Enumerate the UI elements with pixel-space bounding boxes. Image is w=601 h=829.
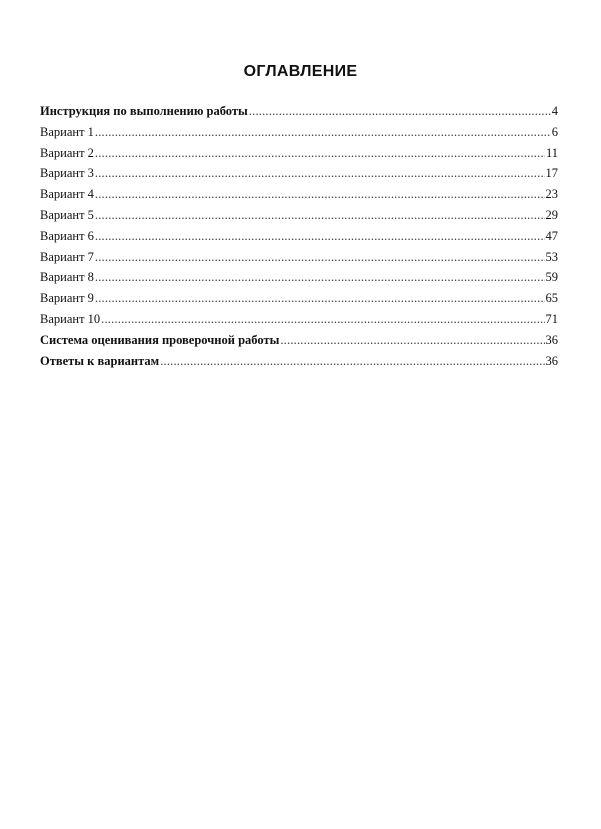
toc-entry-page: 59 [545, 270, 558, 285]
toc-entry-label: Вариант 4 [40, 187, 94, 202]
toc-entry-label: Вариант 5 [40, 207, 94, 222]
toc-entry-label: Инструкция по выполнению работы [40, 104, 248, 118]
dot-leader [95, 250, 545, 265]
toc-entry-page: 36 [545, 353, 558, 368]
toc-entry-variant-7[interactable] [40, 250, 558, 271]
toc-entry-page: 6 [551, 124, 558, 139]
toc-entry-label: Вариант 1 [40, 124, 94, 139]
dot-leader [95, 125, 551, 140]
toc-entry-variant-3[interactable] [40, 166, 558, 187]
toc-entry-label: Вариант 2 [40, 145, 94, 160]
toc-entry-page: 11 [545, 145, 558, 160]
toc-entry-answers[interactable] [40, 354, 558, 375]
toc-entry-page: 47 [545, 228, 558, 243]
toc-entry-variant-8[interactable] [40, 270, 558, 291]
toc-entry-page: 65 [545, 291, 558, 306]
toc-entry-label: Вариант 3 [40, 166, 94, 181]
toc-entry-label: Система оценивания проверочной работы [40, 332, 280, 347]
dot-leader [160, 354, 544, 369]
dot-leader [280, 333, 544, 348]
dot-leader [95, 229, 545, 244]
toc-entry-label: Вариант 6 [40, 228, 94, 243]
toc-entry-instructions[interactable] [40, 104, 558, 125]
toc-entry-page: 23 [545, 187, 558, 202]
toc-entry-label: Вариант 9 [40, 291, 94, 306]
dot-leader [95, 270, 545, 285]
toc-entry-variant-2[interactable] [40, 146, 558, 167]
page-title: ОГЛАВЛЕНИЕ [243, 63, 358, 80]
table-of-contents [40, 104, 558, 374]
dot-leader [95, 146, 545, 161]
toc-entry-variant-5[interactable] [40, 208, 558, 229]
toc-entry-page: 4 [551, 104, 558, 118]
toc-entry-variant-9[interactable] [40, 291, 558, 312]
toc-entry-page: 36 [545, 332, 558, 347]
toc-entry-page: 29 [545, 207, 558, 222]
toc-entry-grading-system[interactable] [40, 333, 558, 354]
toc-entry-variant-6[interactable] [40, 229, 558, 250]
toc-entry-variant-4[interactable] [40, 187, 558, 208]
toc-entry-page: 53 [545, 249, 558, 264]
toc-entry-page: 17 [545, 166, 558, 181]
toc-entry-label: Вариант 10 [40, 311, 101, 326]
dot-leader [95, 166, 545, 181]
toc-entry-page: 71 [545, 311, 558, 326]
dot-leader [95, 291, 545, 306]
toc-entry-label: Вариант 8 [40, 270, 94, 285]
toc-entry-label: Вариант 7 [40, 249, 94, 264]
dot-leader [249, 104, 551, 119]
dot-leader [95, 187, 545, 202]
dot-leader [95, 208, 545, 223]
dot-leader [101, 312, 544, 327]
toc-entry-variant-10[interactable] [40, 312, 558, 333]
toc-entry-variant-1[interactable] [40, 125, 558, 146]
toc-entry-label: Ответы к вариантам [40, 353, 160, 368]
